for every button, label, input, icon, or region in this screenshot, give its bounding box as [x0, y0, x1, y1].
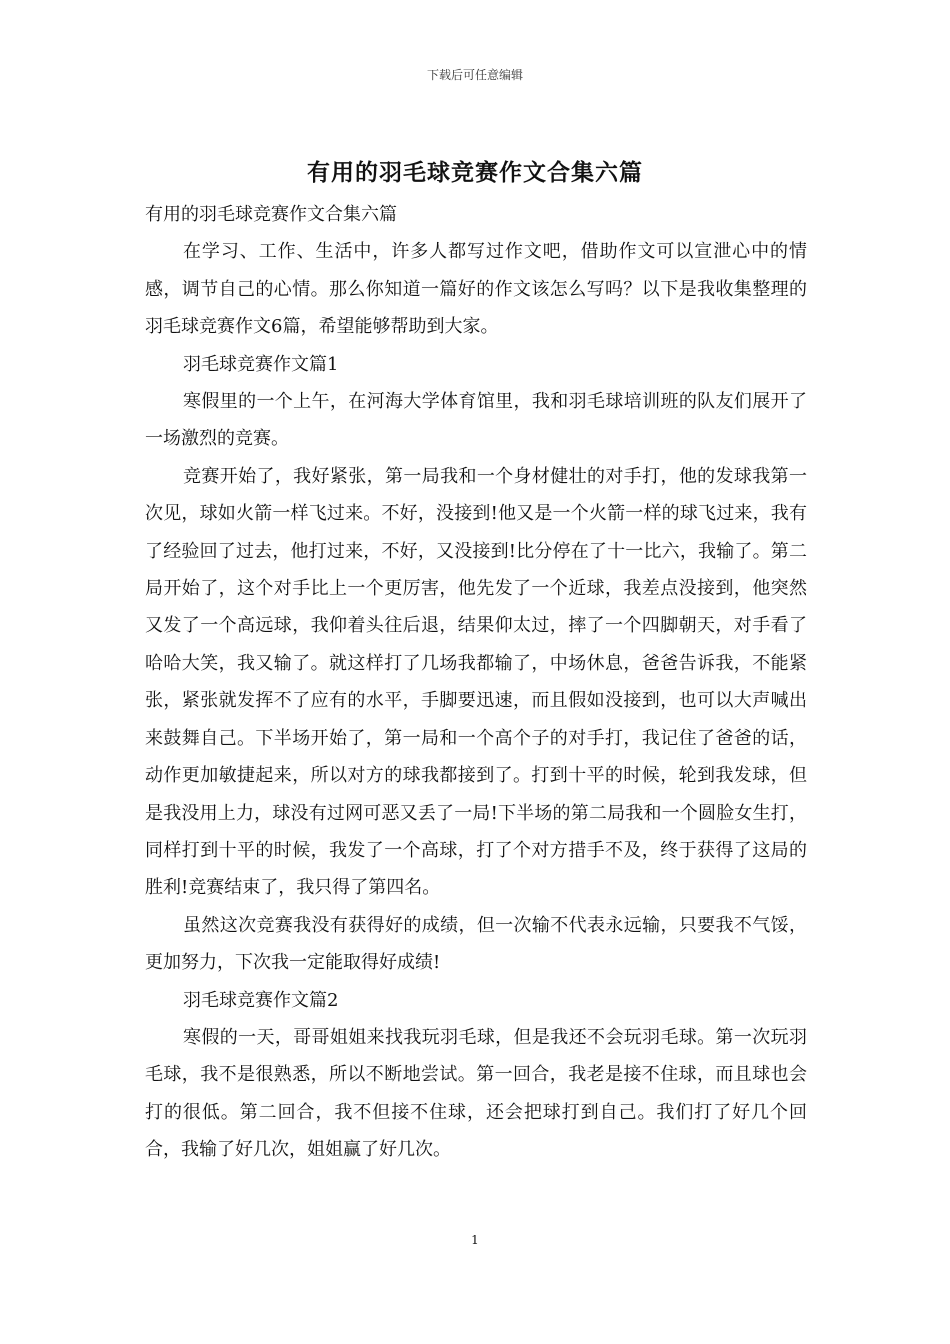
section-heading-1: 羽毛球竞赛作文篇1	[183, 353, 339, 375]
paragraph: 虽然这次竞赛我没有获得好的成绩，但一次输不代表永远输，只要我不气馁，更加努力，下次我一定能取得好成绩!	[145, 914, 807, 974]
paragraph-intro: 在学习、工作、生活中，许多人都写过作文吧，借助作文可以宣泄心中的情感，调节自己的心情。那么你知道一篇好的作文该怎么写吗？以下是我收集整理的羽毛球竞赛作文6篇，希望能够帮助到大家。	[145, 241, 807, 338]
paragraph: 寒假的一天，哥哥姐姐来找我玩羽毛球，但是我还不会玩羽毛球。第一次玩羽毛球，我不是很熟悉，所以不断地尝试。第一回合，我老是接不住球，而且球也会打的很低。第二回合，我不但接不住球，还会把球打到自己。我们打了好几个回合，我输了好几次，姐姐赢了好几次。	[145, 1026, 807, 1161]
paragraph: 竞赛开始了，我好紧张，第一局我和一个身材健壮的对手打，他的发球我第一次见，球如火箭一样飞过来。不好，没接到!他又是一个火箭一样的球飞过来，我有了经验回了过去，他打过来，不好，又没接到!比分停在了十一比六，我输了。第二局开始了，这个对手比上一个更厉害，他先发了一个近球，我差点没接到，他突然又发了一个高远球，我仰着头往后退，结果仰太过，摔了一个四脚朝天，对手看了哈哈大笑，我又输了。就这样打了几场我都输了，中场休息，爸爸告诉我，不能紧张，紧张就发挥不了应有的水平，手脚要迅速，而且假如没接到，也可以大声喊出来鼓舞自己。下半场开始了，第一局和一个高个子的对手打，我记住了爸爸的话，动作更加敏捷起来，所以对方的球我都接到了。打到十平的时候，轮到我发球，但是我没用上力，球没有过网可恶又丢了一局!下半场的第二局我和一个圆脸女生打，同样打到十平的时候，我发了一个高球，打了个对方措手不及，终于获得了这局的胜利!竞赛结束了，我只得了第四名。	[145, 465, 807, 899]
document-title: 有用的羽毛球竞赛作文合集六篇	[307, 159, 643, 186]
header-note: 下载后可任意编辑	[426, 68, 523, 82]
document-body	[145, 196, 807, 1169]
page-number: 1	[471, 1233, 479, 1247]
paragraph: 寒假里的一个上午，在河海大学体育馆里，我和羽毛球培训班的队友们展开了一场激烈的竞赛。	[145, 391, 807, 450]
paragraph-subtitle: 有用的羽毛球竞赛作文合集六篇	[145, 204, 397, 225]
section-heading-2: 羽毛球竞赛作文篇2	[183, 989, 339, 1011]
